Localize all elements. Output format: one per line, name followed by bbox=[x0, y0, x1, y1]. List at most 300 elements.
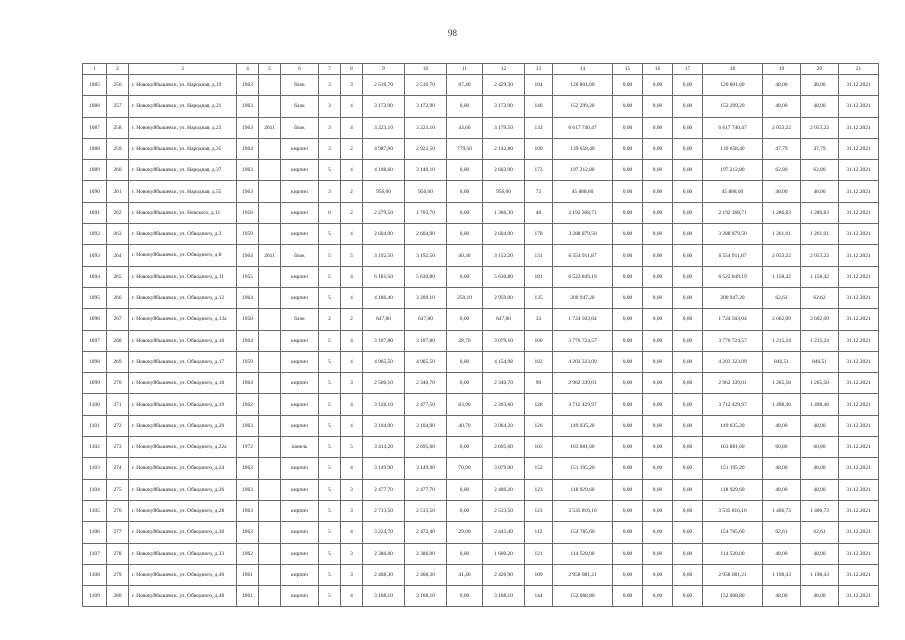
table-cell: 31.12.2021 bbox=[839, 394, 879, 415]
table-cell: 1099 bbox=[83, 373, 107, 394]
table-cell: 197 212,80 bbox=[703, 160, 763, 181]
table-cell: 128 bbox=[525, 394, 553, 415]
table-cell: 1963 bbox=[237, 75, 259, 96]
table-cell: 3 168,10 bbox=[405, 586, 447, 607]
table-cell: 647,80 bbox=[483, 309, 525, 330]
table-cell: 3 192,50 bbox=[363, 245, 405, 266]
table-cell bbox=[259, 586, 281, 607]
table-cell: 0,00 bbox=[643, 287, 673, 308]
register-table bbox=[82, 63, 879, 607]
table-cell: 5 bbox=[319, 351, 341, 372]
table-cell: 0,00 bbox=[447, 373, 483, 394]
table-cell bbox=[259, 500, 281, 521]
table-cell: 139 658,40 bbox=[553, 138, 613, 159]
table-cell: 1096 bbox=[83, 309, 107, 330]
table-cell: 48,00 bbox=[801, 415, 839, 436]
table-cell: 1109 bbox=[83, 586, 107, 607]
table-cell: 3 107,80 bbox=[405, 330, 447, 351]
table-cell: 3 bbox=[341, 75, 363, 96]
table-cell: 1085 bbox=[83, 75, 107, 96]
column-header: 17 bbox=[673, 64, 703, 75]
table-cell bbox=[259, 543, 281, 564]
table-cell: 1108 bbox=[83, 564, 107, 585]
table-cell: 0,00 bbox=[447, 437, 483, 458]
table-row bbox=[83, 287, 879, 308]
table-cell: 956,00 bbox=[483, 181, 525, 202]
table-cell: 260 bbox=[107, 160, 129, 181]
table-cell: 956,00 bbox=[405, 181, 447, 202]
address-cell: г. Новокуйбышевск, ул. Обводного, д.33 bbox=[129, 543, 237, 564]
table-cell: 5 630,80 bbox=[483, 266, 525, 287]
table-cell: 0,00 bbox=[673, 117, 703, 138]
table-cell: 1963 bbox=[237, 96, 259, 117]
table-cell bbox=[259, 373, 281, 394]
table-cell: 266 bbox=[107, 287, 129, 308]
table-cell: 1101 bbox=[83, 415, 107, 436]
table-cell: 271 bbox=[107, 394, 129, 415]
address-cell: г. Новокуйбышевск, ул. Обводного, д.12 bbox=[129, 287, 237, 308]
table-row bbox=[83, 351, 879, 372]
table-cell: 0,00 bbox=[447, 500, 483, 521]
table-cell: 0,00 bbox=[673, 202, 703, 223]
table-cell: 3 bbox=[319, 96, 341, 117]
table-cell: 31.12.2021 bbox=[839, 351, 879, 372]
table-cell: 4 987,90 bbox=[363, 138, 405, 159]
table-cell: 48,00 bbox=[763, 543, 801, 564]
table-cell: 2 bbox=[319, 309, 341, 330]
table-cell: 1092 bbox=[83, 224, 107, 245]
table-cell: 5 bbox=[319, 479, 341, 500]
table-cell: кирпич bbox=[281, 181, 319, 202]
address-cell: г. Новокуйбышевск, ул. Обводного, д.11 bbox=[129, 266, 237, 287]
table-cell: 1 215,24 bbox=[763, 330, 801, 351]
table-cell: 4 154,98 bbox=[483, 351, 525, 372]
table-cell: 31.12.2021 bbox=[839, 75, 879, 96]
table-cell bbox=[259, 181, 281, 202]
table-cell: 62,80 bbox=[763, 160, 801, 181]
table-cell: 3 168,10 bbox=[363, 586, 405, 607]
table-cell: 31.12.2021 bbox=[839, 458, 879, 479]
table-cell: 31.12.2021 bbox=[839, 373, 879, 394]
table-cell: 5 bbox=[319, 564, 341, 585]
table-cell: 5 bbox=[319, 543, 341, 564]
table-cell: 2 393,60 bbox=[483, 394, 525, 415]
table-cell: 120 801,60 bbox=[553, 75, 613, 96]
table-cell: 1958 bbox=[237, 309, 259, 330]
table-cell: 6 bbox=[319, 202, 341, 223]
table-cell: 0,00 bbox=[643, 224, 673, 245]
table-row bbox=[83, 564, 879, 585]
address-cell: г. Новокуйбышевск, ул. Народная, д.55 bbox=[129, 181, 237, 202]
table-cell: 123 bbox=[525, 500, 553, 521]
table-cell: кирпич bbox=[281, 287, 319, 308]
table-cell: 4 bbox=[341, 266, 363, 287]
table-cell: 1 198,43 bbox=[763, 564, 801, 585]
table-cell: 1105 bbox=[83, 500, 107, 521]
table-cell bbox=[259, 330, 281, 351]
column-header: 20 bbox=[801, 64, 839, 75]
address-cell: г. Новокуйбышевск, ул. Обводного, д.18 bbox=[129, 373, 237, 394]
table-cell: 0,00 bbox=[673, 543, 703, 564]
table-cell: 6 522 849,19 bbox=[703, 266, 763, 287]
table-cell: 0,00 bbox=[643, 586, 673, 607]
table-cell: 140 bbox=[525, 96, 553, 117]
table-cell: 1 215,24 bbox=[801, 330, 839, 351]
column-header: 16 bbox=[643, 64, 673, 75]
address-cell: г. Новокуйбышевск, ул. Обводного, д.48 bbox=[129, 586, 237, 607]
address-cell: г. Новокуйбышевск, ул. Обводного, д.16 bbox=[129, 330, 237, 351]
table-cell: 152 068,80 bbox=[703, 586, 763, 607]
table-cell: 0,00 bbox=[643, 96, 673, 117]
address-cell: г. Новокуйбышевск, ул. Обводного, д.17 bbox=[129, 351, 237, 372]
table-cell: 5 bbox=[319, 522, 341, 543]
table-cell: 3 224,70 bbox=[363, 522, 405, 543]
table-cell: 4 108,60 bbox=[363, 160, 405, 181]
table-cell: 2 340,70 bbox=[483, 373, 525, 394]
column-header: 18 bbox=[703, 64, 763, 75]
table-cell: 5 bbox=[319, 330, 341, 351]
table-cell: 0,00 bbox=[673, 586, 703, 607]
table-cell: 1095 bbox=[83, 287, 107, 308]
table-cell: 0,00 bbox=[613, 373, 643, 394]
table-cell: 2 386,00 bbox=[405, 543, 447, 564]
table-cell: 1964 bbox=[237, 330, 259, 351]
table-cell: 5 bbox=[319, 500, 341, 521]
table-cell: 70,90 bbox=[447, 458, 483, 479]
table-cell: 3 bbox=[319, 181, 341, 202]
table-row bbox=[83, 522, 879, 543]
table-cell: 3 107,80 bbox=[363, 330, 405, 351]
table-cell: 2 662,90 bbox=[483, 160, 525, 181]
table-cell: кирпич bbox=[281, 394, 319, 415]
table-cell: кирпич bbox=[281, 500, 319, 521]
address-cell: г. Новокуйбышевск, ул. Обводного, д.20 bbox=[129, 415, 237, 436]
table-cell: 0,00 bbox=[613, 415, 643, 436]
table-cell: 120 801,60 bbox=[703, 75, 763, 96]
table-cell: 0,00 bbox=[643, 309, 673, 330]
table-cell: 2 142,80 bbox=[483, 138, 525, 159]
table-cell: 109 bbox=[525, 564, 553, 585]
table-cell: 2 922,50 bbox=[405, 138, 447, 159]
table-cell: 0,00 bbox=[643, 522, 673, 543]
table-cell: 3 223,10 bbox=[363, 117, 405, 138]
table-cell: 2 bbox=[341, 138, 363, 159]
table-cell: 3 414,20 bbox=[363, 437, 405, 458]
table-cell: 3 535 816,16 bbox=[553, 500, 613, 521]
table-cell: 0,00 bbox=[643, 415, 673, 436]
table-cell: 48,00 bbox=[801, 479, 839, 500]
table-cell: 0,00 bbox=[447, 479, 483, 500]
table-cell: 1964 bbox=[237, 373, 259, 394]
table-cell: 3 bbox=[319, 117, 341, 138]
table-cell: 0,00 bbox=[643, 373, 673, 394]
table-cell: 0,00 bbox=[673, 437, 703, 458]
table-cell: 152 068,80 bbox=[553, 586, 613, 607]
table-cell: 4 bbox=[341, 458, 363, 479]
table-cell: 3 bbox=[341, 373, 363, 394]
table-cell: 3 168,10 bbox=[483, 586, 525, 607]
table-cell: 259 bbox=[107, 138, 129, 159]
table-cell: 0,00 bbox=[613, 245, 643, 266]
table-cell: 4 bbox=[341, 394, 363, 415]
table-row bbox=[83, 415, 879, 436]
table-cell: 0,00 bbox=[673, 351, 703, 372]
table-cell: 2 477,70 bbox=[363, 479, 405, 500]
table-cell: 0,00 bbox=[613, 500, 643, 521]
table-cell: 256 bbox=[107, 75, 129, 96]
table-cell: 0,00 bbox=[643, 351, 673, 372]
table-cell: 31.12.2021 bbox=[839, 564, 879, 585]
table-cell: 1093 bbox=[83, 245, 107, 266]
table-cell: 90 bbox=[525, 373, 553, 394]
table-cell: 48,00 bbox=[801, 458, 839, 479]
table-row bbox=[83, 373, 879, 394]
column-header: 13 bbox=[525, 64, 553, 75]
table-cell: 1962 bbox=[237, 394, 259, 415]
table-cell: 0,00 bbox=[613, 479, 643, 500]
table-cell: 1961 bbox=[237, 564, 259, 585]
table-cell: кирпич bbox=[281, 330, 319, 351]
table-cell: 0,00 bbox=[613, 287, 643, 308]
table-cell: 43,60 bbox=[447, 117, 483, 138]
table-cell: 0,00 bbox=[613, 351, 643, 372]
table-cell: 47,79 bbox=[801, 138, 839, 159]
table-cell: 1963 bbox=[237, 500, 259, 521]
table-cell: 1963 bbox=[237, 160, 259, 181]
table-cell: 1 600,20 bbox=[483, 543, 525, 564]
table-cell: 0,00 bbox=[673, 181, 703, 202]
table-cell: 257 bbox=[107, 96, 129, 117]
table-cell: 6 617 740,47 bbox=[703, 117, 763, 138]
table-cell: 1 406,73 bbox=[801, 500, 839, 521]
table-cell: 277 bbox=[107, 522, 129, 543]
table-cell: 0,00 bbox=[447, 266, 483, 287]
table-cell: 160 bbox=[525, 330, 553, 351]
table-cell: 131 bbox=[525, 245, 553, 266]
table-cell: 1102 bbox=[83, 437, 107, 458]
table-cell: 1964 bbox=[237, 287, 259, 308]
table-cell: 0,00 bbox=[643, 245, 673, 266]
table-cell: 3 152,20 bbox=[483, 245, 525, 266]
table-cell: 1963 bbox=[237, 415, 259, 436]
table-cell: 139 658,40 bbox=[703, 138, 763, 159]
table-cell: 4 965,50 bbox=[363, 351, 405, 372]
table-row bbox=[83, 479, 879, 500]
table-cell: 48,00 bbox=[763, 415, 801, 436]
table-cell: 31.12.2021 bbox=[839, 437, 879, 458]
table-cell: 2 506,10 bbox=[363, 373, 405, 394]
table-cell: 118 929,60 bbox=[553, 479, 613, 500]
table-cell: 5 bbox=[319, 437, 341, 458]
table-cell: 48,00 bbox=[763, 586, 801, 607]
table-cell: блок bbox=[281, 245, 319, 266]
table-cell: 0,00 bbox=[613, 75, 643, 96]
table-cell: 1 265,58 bbox=[763, 373, 801, 394]
table-cell: 48,00 bbox=[763, 96, 801, 117]
table-cell: 0,00 bbox=[447, 543, 483, 564]
table-cell: 0,00 bbox=[673, 330, 703, 351]
table-cell: 1963 bbox=[237, 117, 259, 138]
address-cell: г. Новокуйбышевск, ул. Невского, д.11 bbox=[129, 202, 237, 223]
table-cell: 1 366,30 bbox=[483, 202, 525, 223]
table-cell: 3 209,10 bbox=[405, 287, 447, 308]
table-cell: 2 516,70 bbox=[405, 75, 447, 96]
table-cell: 152 bbox=[525, 458, 553, 479]
table-cell: 1 286,83 bbox=[801, 202, 839, 223]
table-cell: 31.12.2021 bbox=[839, 586, 879, 607]
column-header: 19 bbox=[763, 64, 801, 75]
table-cell: 1106 bbox=[83, 522, 107, 543]
table-cell: 275 bbox=[107, 479, 129, 500]
table-cell bbox=[259, 202, 281, 223]
table-cell: 83,90 bbox=[447, 394, 483, 415]
table-cell: 0,00 bbox=[613, 117, 643, 138]
table-cell: 46 bbox=[525, 202, 553, 223]
table-cell: 0,00 bbox=[643, 564, 673, 585]
table-cell: блок bbox=[281, 309, 319, 330]
table-cell: 0,00 bbox=[613, 309, 643, 330]
table-header bbox=[83, 64, 879, 75]
table-cell: 3 bbox=[341, 479, 363, 500]
table-cell: 45 888,00 bbox=[703, 181, 763, 202]
table-cell: 5 bbox=[341, 437, 363, 458]
table-cell: 5 630,80 bbox=[405, 266, 447, 287]
table-cell: 1961 bbox=[237, 586, 259, 607]
table-cell: 151 195,20 bbox=[703, 458, 763, 479]
table-cell: 276 bbox=[107, 500, 129, 521]
address-cell: г. Новокуйбышевск, ул. Обводного, д.13а bbox=[129, 309, 237, 330]
table-cell: 1094 bbox=[83, 266, 107, 287]
table-cell: 1098 bbox=[83, 351, 107, 372]
table-cell: 2 604,90 bbox=[483, 224, 525, 245]
table-cell: 1 498,46 bbox=[801, 394, 839, 415]
column-header: 14 bbox=[553, 64, 613, 75]
table-cell: 258 bbox=[107, 117, 129, 138]
table-cell: 163 881,60 bbox=[553, 437, 613, 458]
table-cell: 5 bbox=[319, 458, 341, 479]
table-cell: 60,80 bbox=[763, 437, 801, 458]
table-cell: 1 158,42 bbox=[763, 266, 801, 287]
table-cell: 2 662,09 bbox=[763, 309, 801, 330]
table-cell: 0,00 bbox=[643, 394, 673, 415]
table-cell: 200 947,20 bbox=[703, 287, 763, 308]
table-cell: 0,00 bbox=[673, 500, 703, 521]
table-cell: кирпич bbox=[281, 160, 319, 181]
table-cell: 112 bbox=[525, 522, 553, 543]
table-cell: 3 140,10 bbox=[405, 160, 447, 181]
table-cell bbox=[259, 224, 281, 245]
table-cell: 3 172,90 bbox=[405, 96, 447, 117]
table-cell: кирпич bbox=[281, 138, 319, 159]
table-row bbox=[83, 96, 879, 117]
table-cell bbox=[259, 287, 281, 308]
table-cell: 2 477,70 bbox=[405, 479, 447, 500]
table-cell: 0,00 bbox=[673, 522, 703, 543]
table-row bbox=[83, 75, 879, 96]
table-cell: 0,00 bbox=[643, 266, 673, 287]
table-cell: 45 888,00 bbox=[553, 181, 613, 202]
table-cell: 4 bbox=[341, 586, 363, 607]
table-row bbox=[83, 202, 879, 223]
column-header: 4 bbox=[237, 64, 259, 75]
table-cell: 846,51 bbox=[763, 351, 801, 372]
table-cell: 0,00 bbox=[643, 75, 673, 96]
table-cell: 0,00 bbox=[673, 138, 703, 159]
table-cell: 0,00 bbox=[613, 181, 643, 202]
table-cell: 31.12.2021 bbox=[839, 543, 879, 564]
table-cell: 263 bbox=[107, 224, 129, 245]
table-cell: 4 bbox=[341, 160, 363, 181]
table-cell: 0,00 bbox=[643, 138, 673, 159]
table-row bbox=[83, 160, 879, 181]
table-cell: 114 528,00 bbox=[703, 543, 763, 564]
table-cell: кирпич bbox=[281, 564, 319, 585]
table-cell: 267 bbox=[107, 309, 129, 330]
column-header: 15 bbox=[613, 64, 643, 75]
table-cell: 846,51 bbox=[801, 351, 839, 372]
table-cell: 48,00 bbox=[801, 96, 839, 117]
table-cell: 0,00 bbox=[613, 522, 643, 543]
table-cell: 0,00 bbox=[673, 75, 703, 96]
table-cell: 2 053,22 bbox=[801, 117, 839, 138]
table-cell: 3 bbox=[341, 500, 363, 521]
table-cell: 40,30 bbox=[447, 245, 483, 266]
table-cell: 2 279,50 bbox=[363, 202, 405, 223]
table-cell: кирпич bbox=[281, 458, 319, 479]
table-cell: 48,00 bbox=[763, 75, 801, 96]
table-cell: 48,00 bbox=[801, 586, 839, 607]
table-cell: 48,00 bbox=[763, 181, 801, 202]
table-cell: 262 bbox=[107, 202, 129, 223]
column-header: 7 bbox=[319, 64, 341, 75]
table-cell: 272 bbox=[107, 415, 129, 436]
table-cell: 149 035,20 bbox=[703, 415, 763, 436]
table-cell: 0,00 bbox=[643, 117, 673, 138]
table-cell: 0,00 bbox=[613, 543, 643, 564]
table-cell: 0,00 bbox=[643, 458, 673, 479]
table-cell: 2 bbox=[341, 309, 363, 330]
table-cell: 3 bbox=[341, 543, 363, 564]
table-cell: 0,00 bbox=[643, 181, 673, 202]
table-cell: 2 962 339,01 bbox=[703, 373, 763, 394]
table-cell: 0,00 bbox=[643, 479, 673, 500]
table-cell: 2 192 368,71 bbox=[703, 202, 763, 223]
table-cell: 1959 bbox=[237, 351, 259, 372]
table-cell: 2 bbox=[341, 181, 363, 202]
table-cell: 3 149,90 bbox=[363, 458, 405, 479]
column-header: 2 bbox=[107, 64, 129, 75]
column-header: 9 bbox=[363, 64, 405, 75]
table-cell: 1097 bbox=[83, 330, 107, 351]
table-cell: 151 195,20 bbox=[553, 458, 613, 479]
table-cell: 2 443,40 bbox=[483, 522, 525, 543]
address-cell: г. Новокуйбышевск, ул. Обводного, д.28 bbox=[129, 500, 237, 521]
table-cell: 1 261,01 bbox=[801, 224, 839, 245]
table-cell: 0,00 bbox=[613, 266, 643, 287]
table-row bbox=[83, 117, 879, 138]
table-cell: 1107 bbox=[83, 543, 107, 564]
table-cell: 2 513,50 bbox=[405, 500, 447, 521]
table-cell: 5 bbox=[319, 394, 341, 415]
address-cell: г. Новокуйбышевск, ул. Народная, д.21 bbox=[129, 96, 237, 117]
table-cell: 0,00 bbox=[673, 479, 703, 500]
table-cell: 3 712 429,97 bbox=[703, 394, 763, 415]
table-cell bbox=[259, 479, 281, 500]
table-cell: 0,00 bbox=[447, 96, 483, 117]
table-cell: 1 286,83 bbox=[763, 202, 801, 223]
table-cell bbox=[259, 96, 281, 117]
table-cell: 0,00 bbox=[643, 202, 673, 223]
